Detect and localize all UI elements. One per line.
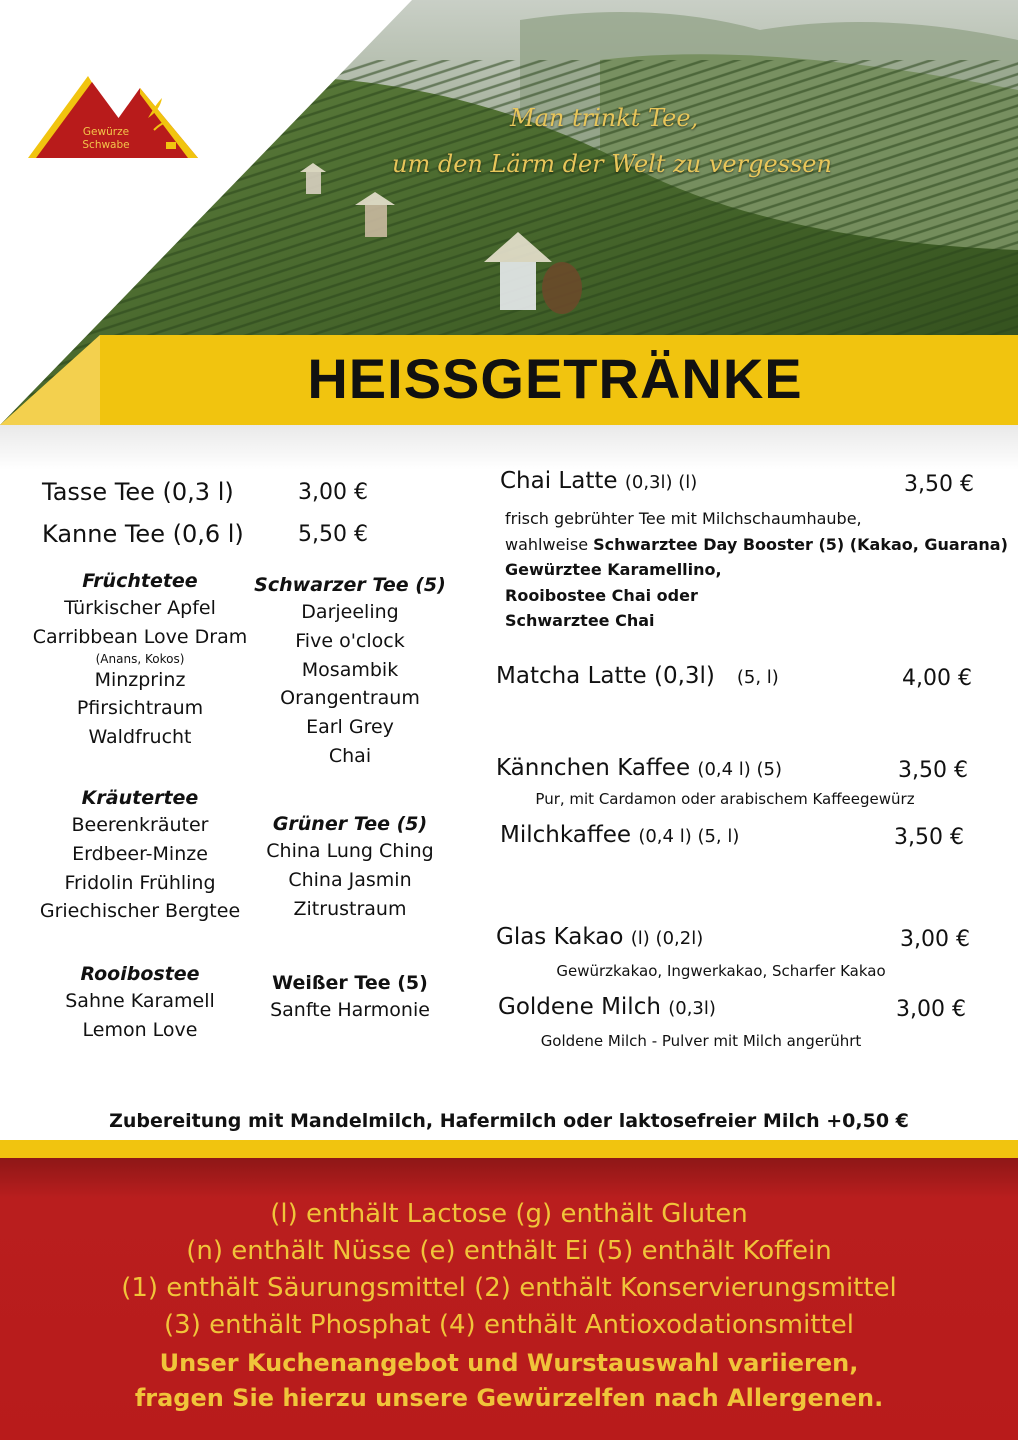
- category-rooibostee: [22, 963, 258, 1045]
- list-item: Sanfte Harmonie: [270, 999, 430, 1021]
- list-item: Pfirsichtraum: [76, 697, 204, 720]
- category-heading: Grüner Tee (5): [272, 813, 428, 835]
- quote-line-1: Man trinkt Tee,: [510, 104, 699, 132]
- category-fruechtetee: [22, 570, 258, 752]
- chai-latte-description: frisch gebrühter Tee mit Milchschaumhaube, wahlweise Schwarztee Day Booster (5) (Kakao, Guarana) Gewürztee Karamellino, Rooibostee Chai oder Schwarztee Chai: [505, 509, 1008, 630]
- matcha-latte-price: 4,00 €: [902, 666, 972, 691]
- milk-alternative-note: Zubereitung mit Mandelmilch, Hafermilch oder laktosefreier Milch +0,50 €: [109, 1110, 909, 1132]
- category-schwarzer-tee: [250, 574, 450, 771]
- allergen-notice-1: Unser Kuchenangebot und Wurstauswahl variieren,: [159, 1349, 859, 1377]
- goldene-milch-price: 3,00 €: [896, 997, 966, 1022]
- kaennchen-kaffee-name: Kännchen Kaffee (0,4 l) (5): [496, 755, 783, 781]
- tasse-tee-price: 3,00 €: [298, 480, 368, 505]
- kanne-tee-label: Kanne Tee (0,6 l): [42, 520, 244, 548]
- allergen-notice-2: fragen Sie hierzu unsere Gewürzelfen nach Allergenen.: [134, 1384, 884, 1412]
- quote-line-2: um den Lärm der Welt zu vergessen: [392, 150, 832, 178]
- category-heading: Weißer Tee (5): [272, 972, 428, 994]
- category-heading: Früchtetee: [82, 570, 198, 592]
- list-item: Erdbeer-Minze: [72, 842, 208, 865]
- matcha-latte-name: Matcha Latte (0,3l) (5, l): [496, 663, 779, 689]
- category-weisser-tee: [250, 972, 450, 1025]
- category-heading: Kräutertee: [81, 787, 199, 809]
- list-item: Zitrustraum: [293, 897, 407, 920]
- list-item: Fridolin Frühling: [64, 871, 216, 894]
- goldene-milch-name: Goldene Milch (0,3l): [498, 994, 716, 1020]
- glas-kakao-price: 3,00 €: [900, 927, 970, 952]
- category-heading: Rooibostee: [80, 963, 200, 985]
- list-item: Carribbean Love Dram: [32, 625, 248, 648]
- list-item: Lemon Love: [82, 1018, 198, 1041]
- list-item: Earl Grey: [306, 716, 394, 739]
- chai-latte-name: Chai Latte (0,3l) (l): [500, 468, 698, 494]
- kaennchen-kaffee-description: Pur, mit Cardamon oder arabischem Kaffeegewürz: [535, 790, 915, 808]
- milchkaffee-name: Milchkaffee (0,4 l) (5, l): [500, 822, 740, 848]
- page-title: HEISSGETRÄNKE: [307, 347, 803, 410]
- list-item: Orangentraum: [280, 687, 420, 710]
- allergen-line-2: (n) enthält Nüsse (e) enthält Ei (5) enthält Koffein: [186, 1236, 832, 1266]
- tasse-tee-label: Tasse Tee (0,3 l): [42, 478, 234, 506]
- list-item: China Lung Ching: [266, 840, 434, 862]
- milchkaffee-price: 3,50 €: [894, 825, 964, 850]
- chai-latte-price: 3,50 €: [904, 472, 974, 497]
- glas-kakao-description: Gewürzkakao, Ingwerkakao, Scharfer Kakao: [556, 962, 886, 980]
- list-item: Minzprinz: [94, 668, 186, 691]
- list-item: Sahne Karamell: [65, 990, 215, 1012]
- list-item: Beerenkräuter: [71, 814, 209, 836]
- category-gruener-tee: [250, 813, 450, 923]
- list-item: Darjeeling: [301, 601, 399, 623]
- list-item: Five o'clock: [295, 629, 405, 652]
- bottom-accent-bar: [0, 1140, 1018, 1158]
- kaennchen-kaffee-price: 3,50 €: [898, 758, 968, 783]
- allergen-line-3: (1) enthält Säurungsmittel (2) enthält Konservierungsmittel: [121, 1273, 897, 1303]
- category-kraeutertee: [22, 787, 258, 926]
- list-item: Griechischer Bergtee: [39, 900, 241, 923]
- item-note: (Anans, Kokos): [95, 651, 185, 666]
- list-item: Mosambik: [301, 658, 399, 681]
- category-heading: Schwarzer Tee (5): [254, 574, 446, 596]
- glas-kakao-name: Glas Kakao (l) (0,2l): [496, 924, 704, 950]
- logo-text: Gewürze Schwabe: [82, 126, 130, 151]
- kanne-tee-price: 5,50 €: [298, 522, 368, 547]
- list-item: Türkischer Apfel: [64, 597, 216, 619]
- list-item: China Jasmin: [288, 868, 412, 891]
- allergen-line-4: (3) enthält Phosphat (4) enthält Antioxodationsmittel: [164, 1310, 854, 1340]
- list-item: Waldfrucht: [88, 726, 192, 749]
- list-item: Chai: [328, 744, 372, 767]
- allergen-line-1: (l) enthält Lactose (g) enthält Gluten: [270, 1199, 748, 1229]
- goldene-milch-description: Goldene Milch - Pulver mit Milch angerührt: [540, 1032, 862, 1050]
